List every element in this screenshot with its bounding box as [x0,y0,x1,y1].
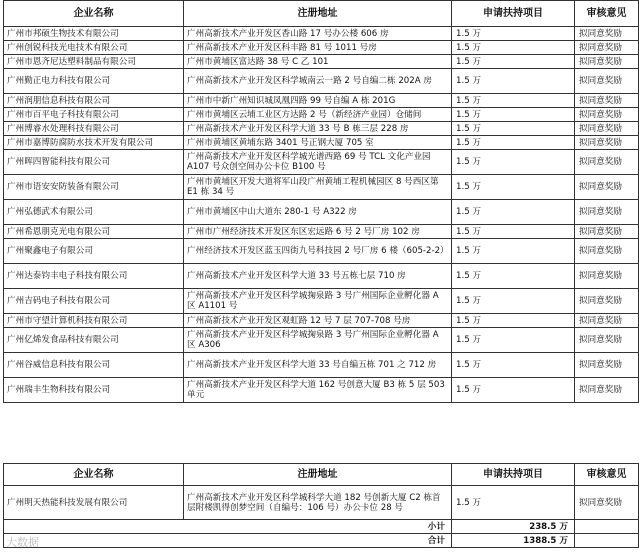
table-row [4,150,639,175]
review-opinion: 拟同意奖励 [575,378,639,403]
project-amount: 1.5 万 [452,264,575,289]
table-row [4,94,639,108]
review-opinion: 拟同意奖励 [575,41,639,55]
review-opinion: 拟同意奖励 [575,55,639,69]
table-row [4,27,639,41]
total-label: 合计 [4,534,452,548]
company-name: 广州市语安安防装备有限公司 [4,175,184,200]
company-name: 广州谷威信息科技有限公司 [4,353,184,378]
header-address: 注册地址 [184,1,452,27]
review-opinion: 拟同意奖励 [575,486,639,520]
header-company: 企业名称 [4,1,184,27]
table-row [4,378,639,403]
company-name: 广州达泰钧丰电子科技有限公司 [4,264,184,289]
summary-table [3,463,639,548]
review-opinion: 拟同意奖励 [575,264,639,289]
project-amount: 1.5 万 [452,41,575,55]
table-row [4,314,639,328]
subtotal-row [4,520,639,534]
company-address: 广州高新技术产业开发区科学城掬泉路 3 号广州国际企业孵化器 A 区 A1101 号 [184,289,452,314]
total-row [4,534,639,548]
review-opinion: 拟同意奖励 [575,175,639,200]
project-amount: 1.5 万 [452,289,575,314]
company-address: 广州高新技术产业开发区科学大道 162 号创意大厦 B3 栋 5 层 503 单元 [184,378,452,403]
table-row [4,289,639,314]
project-amount: 1.5 万 [452,136,575,150]
project-amount: 1.5 万 [452,122,575,136]
subtotal-value: 238.5 万 [452,520,575,534]
company-name: 广州亿烯发食品科技有限公司 [4,328,184,353]
company-address: 广州市黄埔区云埔工业区方达路 2 号（新经济产业园）仓储间 [184,108,452,122]
header-opinion: 审核意见 [575,1,639,27]
project-amount: 1.5 万 [452,94,575,108]
project-amount: 1.5 万 [452,225,575,239]
company-name: 广州希恩朋克光电有限公司 [4,225,184,239]
company-name: 广州创锐科技光电技术有限公司 [4,41,184,55]
company-name: 广州市嘉博防腐防水技术开发有限公司 [4,136,184,150]
company-address: 广州高新技术产业开发区观虹路 12 号 7 层 707-708 号房 [184,314,452,328]
company-name: 广州市百平电子科技有限公司 [4,108,184,122]
company-address: 广州高新技术产业开发区科学城光谱西路 69 号 TCL 文化产业园 A107 号众创空间办公卡位 B100 号 [184,150,452,175]
header-project: 申请扶持项目 [452,464,575,486]
company-address: 广州高新技术产业开发区科学城科学大道 182 号创新大厦 C2 栋首层附楼凯得创梦空间（自编号：106 号）办公卡位 28 号 [184,486,452,520]
header-project: 申请扶持项目 [452,1,575,27]
review-opinion: 拟同意奖励 [575,94,639,108]
table-body [4,27,639,403]
table-row [4,122,639,136]
company-address: 广州高新技术产业开发区香山路 17 号办公楼 606 房 [184,27,452,41]
review-opinion: 拟同意奖励 [575,200,639,225]
project-amount: 1.5 万 [452,150,575,175]
review-opinion: 拟同意奖励 [575,122,639,136]
table-row [4,69,639,94]
table-row [4,175,639,200]
project-amount: 1.5 万 [452,108,575,122]
company-name: 广州吉码电子科技有限公司 [4,289,184,314]
project-amount: 1.5 万 [452,378,575,403]
table-row [4,239,639,264]
table-row [4,328,639,353]
watermark-logo: 大数据 [6,536,39,549]
review-opinion: 拟同意奖励 [575,225,639,239]
company-name: 广州弘德武术有限公司 [4,200,184,225]
review-opinion: 拟同意奖励 [575,314,639,328]
company-address: 广州市广州经济技术开发区东区宏远路 6 号 2 号厂房 102 房 [184,225,452,239]
company-address: 广州经济技术开发区蓝玉四街九号科技园 2 号厂房 6 楼（605-2-2） [184,239,452,264]
table-row [4,353,639,378]
company-name: 广州明天热能科技发展有限公司 [4,486,184,520]
company-address: 广州市黄埔区黄埔东路 3401 号正钢大厦 705 室 [184,136,452,150]
review-opinion: 拟同意奖励 [575,27,639,41]
project-amount: 1.5 万 [452,175,575,200]
subtotal-label: 小计 [4,520,452,534]
header-address: 注册地址 [184,464,452,486]
company-address: 广州高新技术产业开发区科学大道 33 号 B 栋三层 228 房 [184,122,452,136]
company-address: 广州高新技术产业开发区科学城南云一路 2 号自编二栋 202A 房 [184,69,452,94]
project-amount: 1.5 万 [452,69,575,94]
company-name: 广州市邦硕生物技术有限公司 [4,27,184,41]
review-opinion: 拟同意奖励 [575,328,639,353]
review-opinion: 拟同意奖励 [575,69,639,94]
company-name: 广州勤正电力科技有限公司 [4,69,184,94]
company-name: 广州市恩齐尼达塑料制品有限公司 [4,55,184,69]
company-address: 广州市黄埔区富达路 38 号 C 乙 101 [184,55,452,69]
header-company: 企业名称 [4,464,184,486]
company-address: 广州高新技术产业开发区科学城掬泉路 3 号广州国际企业孵化器 A 区 A306 [184,328,452,353]
table-row [4,41,639,55]
company-address: 广州市中新广州知识城凤凰四路 99 号自编 A 栋 201G [184,94,452,108]
company-name: 广州博睿水处理科技有限公司 [4,122,184,136]
company-name: 广州晖四智能科技有限公司 [4,150,184,175]
project-amount: 1.5 万 [452,55,575,69]
table-header-row [4,1,639,27]
review-opinion: 拟同意奖励 [575,353,639,378]
project-amount: 1.5 万 [452,239,575,264]
company-name: 广州瑞丰生物科技有限公司 [4,378,184,403]
review-opinion: 拟同意奖励 [575,289,639,314]
table-row [4,200,639,225]
table-row [4,486,639,520]
company-address: 广州市黄埔区开发大道将军山段广州黄埔工程机械园区 8 号西区第 E1 栋 34 号 [184,175,452,200]
review-opinion: 拟同意奖励 [575,150,639,175]
table-row [4,136,639,150]
company-name: 广州市守望计算机科技有限公司 [4,314,184,328]
total-value: 1388.5 万 [452,534,575,548]
table-row [4,55,639,69]
project-amount: 1.5 万 [452,27,575,41]
company-address: 广州高新技术产业开发区科学大道 33 号五栋七层 710 房 [184,264,452,289]
company-name: 广州聚鑫电子有限公司 [4,239,184,264]
project-amount: 1.5 万 [452,328,575,353]
table-row [4,108,639,122]
project-amount: 1.5 万 [452,200,575,225]
company-address: 广州高新技术产业开发区科丰路 81 号 1011 号房 [184,41,452,55]
project-amount: 1.5 万 [452,353,575,378]
review-opinion: 拟同意奖励 [575,239,639,264]
table-row [4,225,639,239]
header-opinion: 审核意见 [575,464,639,486]
company-address: 广州市黄埔区中山大道东 280-1 号 A322 房 [184,200,452,225]
table-row [4,264,639,289]
project-amount: 1.5 万 [452,486,575,520]
company-name: 广州润朋信息科技有限公司 [4,94,184,108]
review-opinion: 拟同意奖励 [575,108,639,122]
project-amount: 1.5 万 [452,314,575,328]
summary-header-row [4,464,639,486]
review-opinion: 拟同意奖励 [575,136,639,150]
company-table [3,0,639,403]
company-address: 广州高新技术产业开发区科学大道 33 号自编五栋 701 之 712 房 [184,353,452,378]
